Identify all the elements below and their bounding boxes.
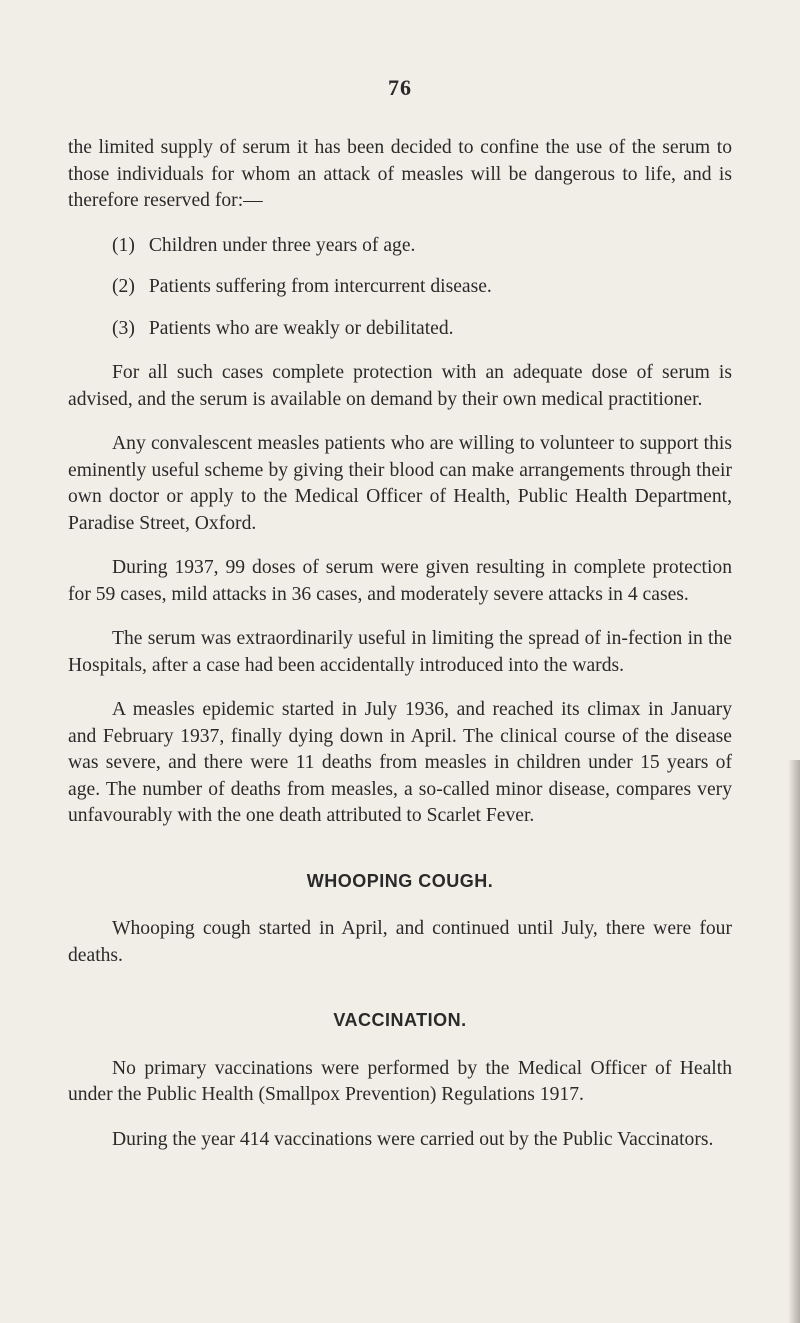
document-body bbox=[68, 135, 732, 1171]
list-item-text: Patients suffering from intercurrent disease. bbox=[148, 276, 492, 297]
page-number: 76 bbox=[388, 75, 412, 100]
heading-whooping-cough: WHOOPING COUGH. bbox=[306, 870, 494, 891]
list-item-text: Children under three years of age. bbox=[148, 234, 416, 256]
paragraph-public-vaccinators: During the year 414 vaccinations were carried out by the Public Vaccinators. bbox=[112, 1128, 714, 1150]
heading-vaccination: VACCINATION. bbox=[333, 1010, 467, 1030]
paragraph-complete-protection: For all such cases complete protection with an adequate dose of serum is advised, and the serum is available on demand by their own medical practitioner. bbox=[68, 362, 732, 410]
list-item-number: (3) bbox=[112, 317, 135, 339]
paragraph-1937-doses: During 1937, 99 doses of serum were given resulting in complete protection for 59 cases, mild attacks in 36 cases, and moderately severe attacks in 4 cases. bbox=[68, 557, 732, 605]
list-item bbox=[68, 274, 732, 301]
paragraph-primary-vaccinations: No primary vaccinations were performed by the Medical Officer of Health under the Public Health (Smallpox Prevention) Regulations 1917. bbox=[68, 1057, 732, 1105]
paragraph-convalescent-volunteers: Any convalescent measles patients who are willing to volunteer to support this eminently useful scheme by giving their blood can make arrangements through their own doctor or apply to the Medical Officer of Health, Public Health Department, Paradise Street, Oxford. bbox=[68, 433, 732, 534]
paragraph-measles-epidemic: A measles epidemic started in July 1936, and reached its climax in January and February 1937, finally dying down in April. The clinical course of the disease was severe, and there were 11 deaths from measles in children under 15 years of age. The number of deaths from measles, a so-called minor disease, compares very unfavourably with the one death attributed to Scarlet Fever. bbox=[68, 699, 732, 826]
list-item bbox=[68, 233, 732, 260]
page-edge-shadow bbox=[788, 760, 800, 1323]
paragraph-whooping-cough: Whooping cough started in April, and continued until July, there were four deaths. bbox=[68, 918, 732, 966]
list-item-number: (1) bbox=[112, 234, 135, 256]
paragraph-serum-supply: the limited supply of serum it has been decided to confine the use of the serum to those individuals for whom an attack of measles will be dangerous to life, and is therefore reserved for:— bbox=[68, 137, 732, 211]
list-item-number: (2) bbox=[112, 276, 135, 297]
reserved-for-list bbox=[68, 233, 732, 343]
list-item bbox=[68, 316, 732, 343]
list-item-text: Patients who are weakly or debilitated. bbox=[148, 317, 454, 339]
paragraph-serum-usefulness: The serum was extraordinarily useful in limiting the spread of in-fection in the Hospitals, after a case had been accidentally introduced into the wards. bbox=[68, 628, 732, 676]
